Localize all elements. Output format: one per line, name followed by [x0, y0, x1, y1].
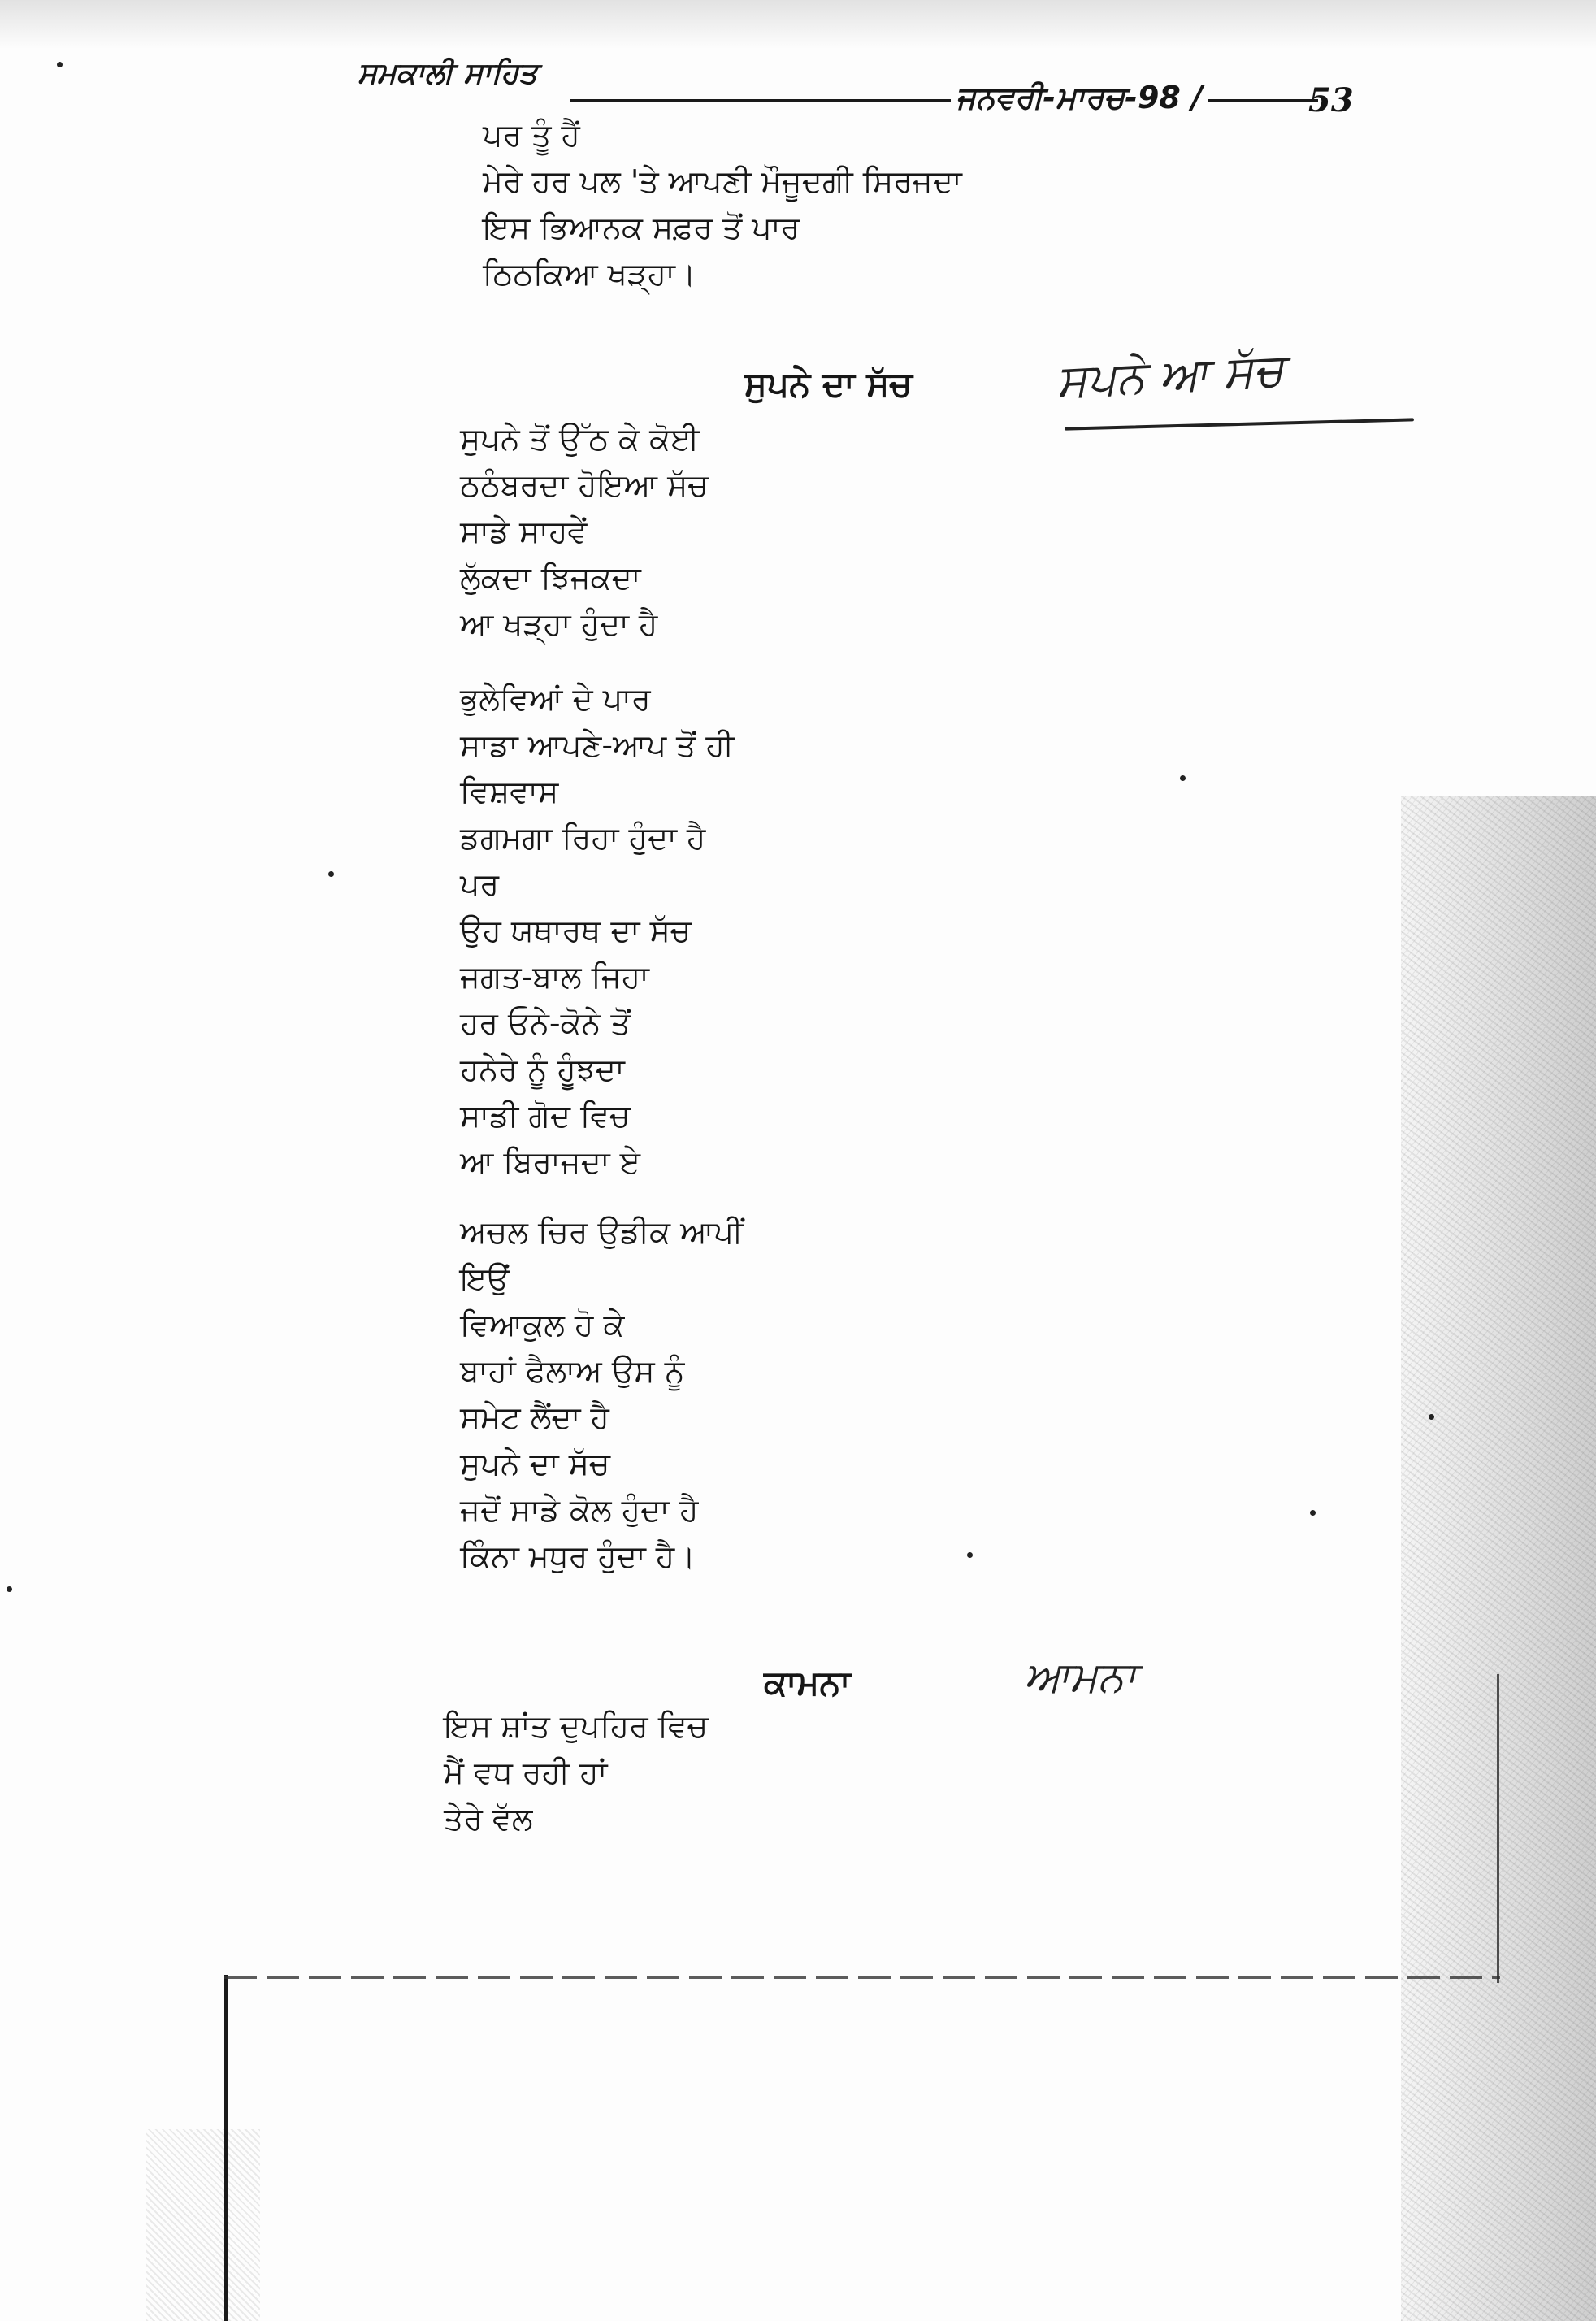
page-header — [358, 50, 1365, 119]
journal-title: ਸਮਕਾਲੀ ਸਾਹਿਤ — [358, 57, 538, 90]
poem-line: ਲੁੱਕਦਾ ਝਿਜਕਦਾ — [460, 560, 641, 596]
poem-line: ਬਾਹਾਂ ਫੈਲਾਅ ਉਸ ਨੂੰ — [460, 1353, 685, 1389]
poem-stanza — [460, 676, 734, 1186]
poem-line: ਜਗਤ-ਬਾਲ ਜਿਹਾ — [460, 959, 649, 995]
handwritten-annotation: ਆਮਨਾ — [1024, 1653, 1137, 1702]
poem-line: ਆ ਬਿਰਾਜਦਾ ਏ — [460, 1144, 640, 1180]
poem-line: ਮੈਂ ਵਧ ਰਹੀ ਹਾਂ — [444, 1755, 608, 1790]
issue-date: ਜਨਵਰੀ-ਮਾਰਚ-98 / — [951, 80, 1208, 116]
poem-line: ਇਉਂ — [460, 1260, 510, 1296]
scan-speck — [328, 871, 334, 877]
scan-edge-line-horizontal — [224, 1976, 1500, 1979]
intro-stanza — [483, 112, 962, 297]
handwritten-annotation: ਸਪਨੇ ਆ ਸੱਚ — [1055, 343, 1286, 409]
poem-stanza — [460, 416, 709, 648]
poem-line: ਸੁਪਨੇ ਦਾ ਸੱਚ — [460, 1446, 610, 1482]
poem-line: ਜਦੋਂ ਸਾਡੇ ਕੋਲ ਹੁੰਦਾ ਹੈ — [460, 1492, 699, 1528]
poem-title: ਕਾਮਨਾ — [764, 1663, 851, 1703]
poem-line: ਵਿਆਕੁਲ ਹੋ ਕੇ — [460, 1307, 625, 1343]
scan-noise-bottom-left — [146, 2129, 260, 2321]
scan-speck — [967, 1552, 973, 1558]
poem-line: ਹਨੇਰੇ ਨੂੰ ਹੂੰਝਦਾ — [460, 1052, 625, 1087]
poem-line: ਠਠੰਬਰਦਾ ਹੋਇਆ ਸੱਚ — [460, 467, 709, 503]
poem-line: ਠਿਠਕਿਆ ਖੜ੍ਹਾ। — [483, 256, 696, 292]
poem-line: ਤੇਰੇ ਵੱਲ — [444, 1801, 533, 1837]
poem-line: ਡਗਮਗਾ ਰਿਹਾ ਹੁੰਦਾ ਹੈ — [460, 820, 706, 856]
poem-line: ਮੇਰੇ ਹਰ ਪਲ 'ਤੇ ਆਪਣੀ ਮੌਜੂਦਗੀ ਸਿਰਜਦਾ — [483, 163, 962, 199]
poem-line: ਸੁਪਨੇ ਤੋਂ ਉੱਠ ਕੇ ਕੋਈ — [460, 421, 700, 457]
poem-line: ਵਿਸ਼ਵਾਸ — [460, 774, 559, 809]
poem-line: ਅਚਲ ਚਿਰ ਉਡੀਕ ਆਪੀਂ — [460, 1214, 744, 1250]
poem-title: ਸੁਪਨੇ ਦਾ ਸੱਚ — [744, 364, 913, 404]
scan-edge-line-vertical — [224, 1975, 228, 2321]
poem-line: ਹਰ ਓਨੇ-ਕੋਨੇ ਤੋਂ — [460, 1005, 631, 1041]
poem-line: ਪਰ — [460, 866, 500, 902]
poem-line: ਸਾਡੇ ਸਾਹਵੇਂ — [460, 514, 588, 549]
poem-line: ਇਸ ਭਿਆਨਕ ਸਫ਼ਰ ਤੋਂ ਪਾਰ — [483, 210, 800, 245]
poem-line: ਸਾਡਾ ਆਪਣੇ-ਆਪ ਤੋਂ ਹੀ — [460, 727, 735, 763]
poem-line: ਸਾਡੀ ਗੋਦ ਵਿਚ — [460, 1098, 631, 1134]
handwritten-underline — [1065, 418, 1414, 430]
poem-line: ਪਰ ਤੂੰ ਹੈਂ — [483, 117, 580, 153]
scan-shadow-top — [0, 0, 1596, 49]
scan-edge-line-right — [1497, 1674, 1499, 1983]
poem-line: ਸਮੇਟ ਲੈਂਦਾ ਹੈ — [460, 1399, 609, 1435]
poem-line: ਇਸ ਸ਼ਾਂਤ ਦੁਪਹਿਰ ਵਿਚ — [444, 1708, 709, 1744]
scan-speck — [57, 62, 63, 67]
scan-speck — [1310, 1510, 1316, 1516]
poem-stanza — [460, 1209, 743, 1580]
scan-noise-right-margin — [1401, 796, 1596, 2321]
scan-speck — [1429, 1414, 1434, 1420]
poem-stanza — [444, 1703, 708, 1842]
poem-line: ਕਿੰਨਾ ਮਧੁਰ ਹੁੰਦਾ ਹੈ। — [460, 1538, 696, 1574]
poem-line: ਉਹ ਯਥਾਰਥ ਦਾ ਸੱਚ — [460, 913, 692, 948]
page-number: 53 — [1308, 81, 1354, 119]
scan-speck — [1180, 775, 1186, 781]
scan-speck — [7, 1586, 12, 1592]
poem-line: ਭੁਲੇਵਿਆਂ ਦੇ ਪਾਰ — [460, 681, 651, 717]
poem-line: ਆ ਖੜ੍ਹਾ ਹੁੰਦਾ ਹੈ — [460, 606, 658, 642]
